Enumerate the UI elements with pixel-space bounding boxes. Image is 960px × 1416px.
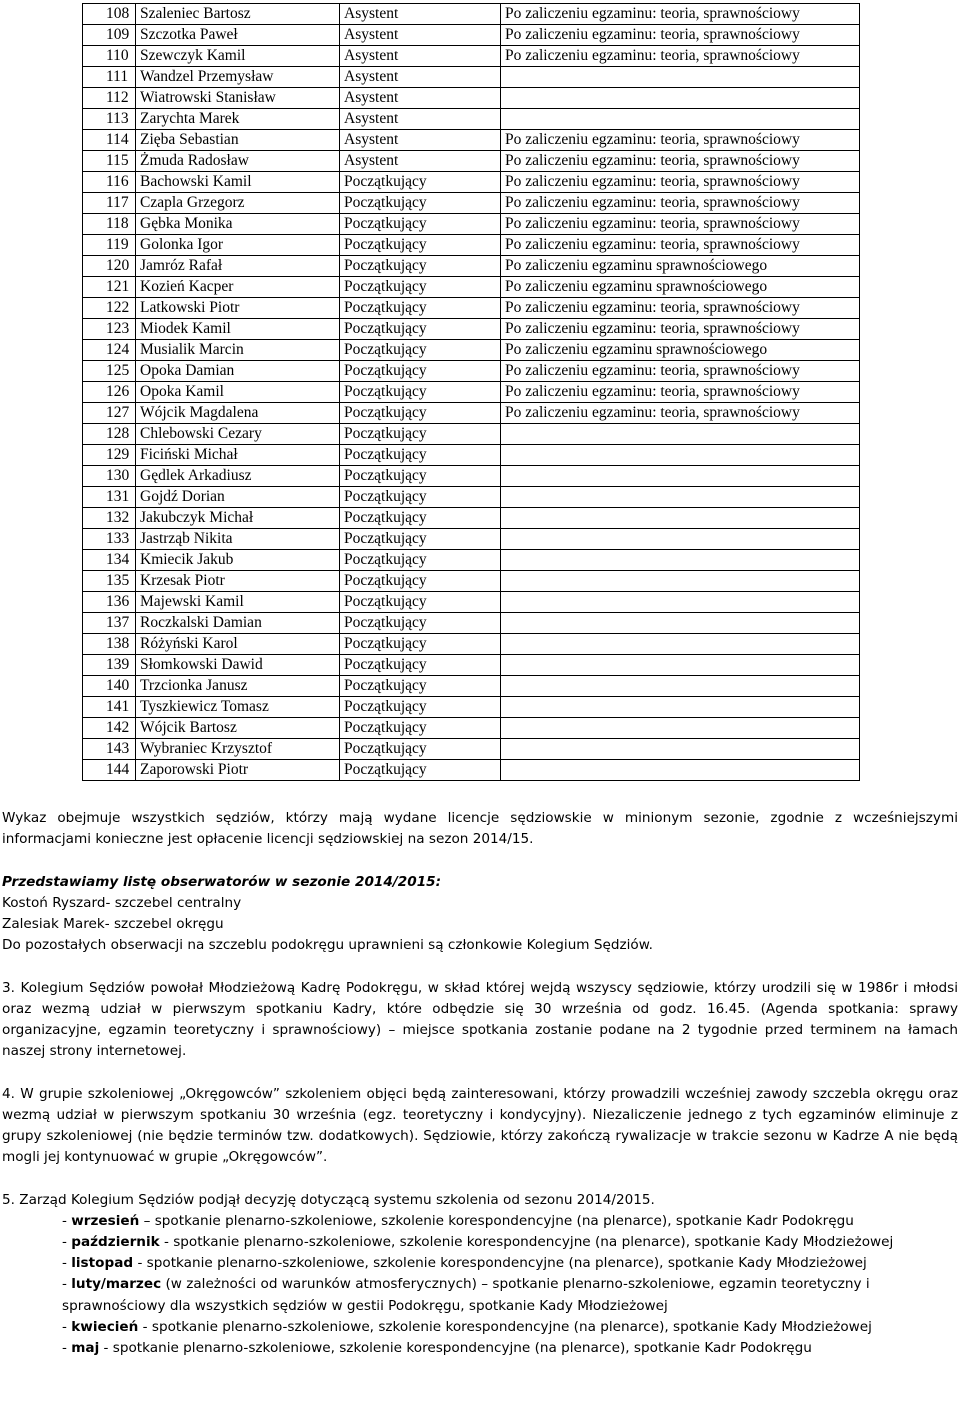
referee-category: Początkujący [340,508,501,529]
table-row [83,382,860,403]
row-number: 124 [83,340,136,361]
referee-name: Gębka Monika [136,214,340,235]
schedule-month: wrzesień [71,1212,140,1229]
table-row [83,361,860,382]
referee-name: Wandzel Przemysław [136,67,340,88]
table-row [83,676,860,697]
row-number: 143 [83,739,136,760]
referee-category: Początkujący [340,676,501,697]
schedule-list [2,1211,958,1359]
schedule-month: luty/marzec [71,1276,162,1293]
row-number: 108 [83,4,136,25]
referee-category: Początkujący [340,319,501,340]
row-number: 140 [83,676,136,697]
referee-note [501,592,860,613]
referee-category: Początkujący [340,529,501,550]
table-row [83,739,860,760]
referee-name: Zarychta Marek [136,109,340,130]
referee-note: Po zaliczeniu egzaminu: teoria, sprawnościowy [501,172,860,193]
referee-category: Początkujący [340,739,501,760]
referee-category: Asystent [340,67,501,88]
referee-note [501,760,860,781]
row-number: 128 [83,424,136,445]
observers-note: Do pozostałych obserwacji na szczeblu podokręgu uprawnieni są członkowie Kolegium Sędziów. [2,937,653,954]
table-row [83,25,860,46]
row-number: 121 [83,277,136,298]
schedule-month: maj [71,1340,100,1357]
referee-category: Początkujący [340,424,501,445]
referee-category: Początkujący [340,466,501,487]
referee-category: Asystent [340,25,501,46]
table-row [83,214,860,235]
referee-name: Trzcionka Janusz [136,676,340,697]
referee-name: Chlebowski Cezary [136,424,340,445]
referee-note [501,550,860,571]
referee-name: Jamróz Rafał [136,256,340,277]
referee-note [501,739,860,760]
table-row [83,487,860,508]
row-number: 113 [83,109,136,130]
referee-category: Początkujący [340,634,501,655]
table-row [83,109,860,130]
row-number: 109 [83,25,136,46]
schedule-item-2: - listopad - spotkanie plenarno-szkoleniowe, szkolenie korespondencyjne (na plenarce), spotkanie Kady Młodzieżowej [62,1255,867,1272]
referee-note [501,613,860,634]
referee-note [501,445,860,466]
referee-name: Bachowski Kamil [136,172,340,193]
point-4-paragraph: 4. W grupie szkoleniowej „Okręgowców” szkoleniem objęci będą zainteresowani, którzy prowadzili wcześniej zawody szczebla okręgu oraz wezmą udział w pierwszym spotkaniu 30 września (egz. teoretyczny i kondycyjny). Niezaliczenie jednego z tych egzaminów eliminuje z grupy szkoleniowej (nie będzie terminów tzw. dodatkowych). Sędziowie, którzy zakończą rywalizacje w trakcie sezonu w Kadrze A nie będą mogli jej kontynuować w grupie „Okręgowców”. [2,1085,958,1166]
referee-category: Początkujący [340,487,501,508]
referee-category: Początkujący [340,718,501,739]
schedule-month: kwiecień [71,1318,139,1335]
row-number: 141 [83,697,136,718]
referee-note [501,487,860,508]
row-number: 125 [83,361,136,382]
row-number: 115 [83,151,136,172]
referee-category: Początkujący [340,193,501,214]
row-number: 129 [83,445,136,466]
row-number: 126 [83,382,136,403]
table-row [83,655,860,676]
referee-name: Musialik Marcin [136,340,340,361]
row-number: 122 [83,298,136,319]
referee-name: Roczkalski Damian [136,613,340,634]
row-number: 132 [83,508,136,529]
row-number: 118 [83,214,136,235]
table-row [83,760,860,781]
row-number: 123 [83,319,136,340]
row-number: 144 [83,760,136,781]
observer-2: Zalesiak Marek- szczebel okręgu [2,916,224,932]
observer-1: Kostoń Ryszard- szczebel centralny [2,894,242,911]
referee-name: Opoka Kamil [136,382,340,403]
table-row [83,592,860,613]
table-row [83,718,860,739]
referee-name: Gędlek Arkadiusz [136,466,340,487]
row-number: 119 [83,235,136,256]
table-row [83,319,860,340]
referee-name: Wiatrowski Stanisław [136,88,340,109]
referee-name: Kmiecik Jakub [136,550,340,571]
referee-name: Jastrząb Nikita [136,529,340,550]
referee-name: Krzesak Piotr [136,571,340,592]
row-number: 114 [83,130,136,151]
table-row [83,403,860,424]
referee-category: Początkujący [340,697,501,718]
referee-name: Żmuda Radosław [136,151,340,172]
referee-name: Kozień Kacper [136,277,340,298]
referee-name: Opoka Damian [136,361,340,382]
row-number: 142 [83,718,136,739]
referee-note: Po zaliczeniu egzaminu sprawnościowego [501,340,860,361]
referee-category: Początkujący [340,298,501,319]
referee-note [501,697,860,718]
referee-name: Majewski Kamil [136,592,340,613]
referee-category: Początkujący [340,340,501,361]
referee-name: Latkowski Piotr [136,298,340,319]
table-row [83,88,860,109]
referee-name: Szczotka Paweł [136,25,340,46]
referee-category: Asystent [340,151,501,172]
document-text [2,808,958,1359]
row-number: 112 [83,88,136,109]
referee-table-body [83,4,860,781]
observers-heading: Przedstawiamy listę obserwatorów w sezonie 2014/2015: [2,873,442,890]
row-number: 116 [83,172,136,193]
table-row [83,697,860,718]
referee-name: Szaleniec Bartosz [136,4,340,25]
referee-note: Po zaliczeniu egzaminu: teoria, sprawnościowy [501,214,860,235]
referee-note: Po zaliczeniu egzaminu: teoria, sprawnościowy [501,319,860,340]
row-number: 127 [83,403,136,424]
referee-name: Golonka Igor [136,235,340,256]
referee-category: Początkujący [340,655,501,676]
row-number: 134 [83,550,136,571]
referee-note [501,466,860,487]
referee-note [501,634,860,655]
table-row [83,445,860,466]
row-number: 117 [83,193,136,214]
referee-category: Początkujący [340,403,501,424]
referee-name: Gojdź Dorian [136,487,340,508]
row-number: 110 [83,46,136,67]
point-3-paragraph: 3. Kolegium Sędziów powołał Młodzieżową Kadrę Podokręgu, w skład której wejdą wszyscy sędziowie, którzy urodzili się w 1986r i młodsi oraz wezmą udział w pierwszym spotkaniu Kadry, które odbędzie się 30 września od godz. 16.45. (Agenda spotkania: sprawy organizacyjne, egzamin teoretyczny i sprawnościowy) – miejsce spotkania zostanie podane na 2 tygodnie przed terminem na łamach naszej strony internetowej. [2,979,958,1060]
referee-note [501,88,860,109]
referee-category: Początkujący [340,613,501,634]
table-row [83,466,860,487]
referee-category: Początkujący [340,550,501,571]
table-row [83,571,860,592]
schedule-item-5: - maj - spotkanie plenarno-szkoleniowe, szkolenie korespondencyjne (na plenarce), spotkanie Kadr Podokręgu [62,1340,812,1357]
referee-name: Wybraniec Krzysztof [136,739,340,760]
intro-paragraph: Wykaz obejmuje wszystkich sędziów, którzy mają wydane licencje sędziowskie w minionym sezonie, zgodnie z wcześniejszymi informacjami konieczne jest opłacenie licencji sędziowskiej na sezon 2014/15. [2,810,958,848]
referee-table [82,3,860,781]
schedule-item-4: - kwiecień - spotkanie plenarno-szkoleniowe, szkolenie korespondencyjne (na plenarce), spotkanie Kady Młodzieżowej [62,1318,872,1335]
row-number: 136 [83,592,136,613]
schedule-month: październik [71,1234,160,1250]
table-row [83,340,860,361]
point-5-paragraph: 5. Zarząd Kolegium Sędziów podjął decyzję dotyczącą systemu szkolenia od sezonu 2014/2015. [2,1191,655,1208]
referee-note [501,529,860,550]
referee-note: Po zaliczeniu egzaminu: teoria, sprawnościowy [501,46,860,67]
row-number: 131 [83,487,136,508]
table-row [83,130,860,151]
referee-note [501,109,860,130]
table-row [83,67,860,88]
referee-name: Tyszkiewicz Tomasz [136,697,340,718]
referee-name: Zięba Sebastian [136,130,340,151]
referee-note: Po zaliczeniu egzaminu: teoria, sprawnościowy [501,235,860,256]
row-number: 111 [83,67,136,88]
schedule-item-3: - luty/marzec (w zależności od warunków atmosferycznych) – spotkanie plenarno-szkoleniowe, egzamin teoretyczny i sprawnościowy dla wszystkich sędziów w gestii Podokręgu, spotkanie Kady Młodzieżowej [62,1276,870,1314]
referee-note [501,655,860,676]
table-row [83,235,860,256]
referee-note: Po zaliczeniu egzaminu: teoria, sprawnościowy [501,151,860,172]
referee-category: Początkujący [340,214,501,235]
table-row [83,424,860,445]
referee-category: Początkujący [340,277,501,298]
referee-note: Po zaliczeniu egzaminu: teoria, sprawnościowy [501,25,860,46]
table-row [83,277,860,298]
row-number: 130 [83,466,136,487]
referee-category: Początkujący [340,382,501,403]
referee-name: Szewczyk Kamil [136,46,340,67]
row-number: 120 [83,256,136,277]
schedule-item-1: - październik - spotkanie plenarno-szkoleniowe, szkolenie korespondencyjne (na plenarce), spotkanie Kady Młodzieżowej [62,1234,894,1250]
referee-table-container [82,3,860,781]
referee-note [501,67,860,88]
referee-name: Wójcik Bartosz [136,718,340,739]
table-row [83,46,860,67]
referee-note: Po zaliczeniu egzaminu: teoria, sprawnościowy [501,382,860,403]
referee-note: Po zaliczeniu egzaminu: teoria, sprawnościowy [501,193,860,214]
referee-category: Asystent [340,46,501,67]
referee-note: Po zaliczeniu egzaminu: teoria, sprawnościowy [501,4,860,25]
referee-category: Asystent [340,130,501,151]
table-row [83,151,860,172]
row-number: 133 [83,529,136,550]
schedule-month: listopad [71,1255,134,1272]
referee-note: Po zaliczeniu egzaminu: teoria, sprawnościowy [501,298,860,319]
referee-category: Początkujący [340,760,501,781]
table-row [83,634,860,655]
referee-name: Różyński Karol [136,634,340,655]
referee-note: Po zaliczeniu egzaminu: teoria, sprawnościowy [501,403,860,424]
table-row [83,529,860,550]
table-row [83,508,860,529]
referee-note [501,424,860,445]
referee-category: Asystent [340,109,501,130]
row-number: 137 [83,613,136,634]
referee-category: Asystent [340,4,501,25]
table-row [83,4,860,25]
referee-note [501,718,860,739]
row-number: 138 [83,634,136,655]
table-row [83,613,860,634]
table-row [83,550,860,571]
table-row [83,172,860,193]
referee-note: Po zaliczeniu egzaminu sprawnościowego [501,256,860,277]
referee-name: Słomkowski Dawid [136,655,340,676]
referee-category: Asystent [340,88,501,109]
referee-category: Początkujący [340,235,501,256]
row-number: 135 [83,571,136,592]
referee-name: Wójcik Magdalena [136,403,340,424]
table-row [83,256,860,277]
table-row [83,193,860,214]
referee-category: Początkujący [340,571,501,592]
referee-category: Początkujący [340,172,501,193]
referee-name: Miodek Kamil [136,319,340,340]
table-row [83,298,860,319]
referee-category: Początkujący [340,445,501,466]
referee-name: Ficiński Michał [136,445,340,466]
referee-name: Jakubczyk Michał [136,508,340,529]
referee-note: Po zaliczeniu egzaminu: teoria, sprawnościowy [501,361,860,382]
referee-category: Początkujący [340,256,501,277]
schedule-item-0: - wrzesień – spotkanie plenarno-szkoleniowe, szkolenie korespondencyjne (na plenarce), spotkanie Kadr Podokręgu [62,1212,854,1229]
referee-note [501,508,860,529]
referee-note: Po zaliczeniu egzaminu: teoria, sprawnościowy [501,130,860,151]
referee-note: Po zaliczeniu egzaminu sprawnościowego [501,277,860,298]
referee-note [501,571,860,592]
referee-category: Początkujący [340,592,501,613]
referee-name: Zaporowski Piotr [136,760,340,781]
referee-category: Początkujący [340,361,501,382]
referee-name: Czapla Grzegorz [136,193,340,214]
referee-note [501,676,860,697]
row-number: 139 [83,655,136,676]
